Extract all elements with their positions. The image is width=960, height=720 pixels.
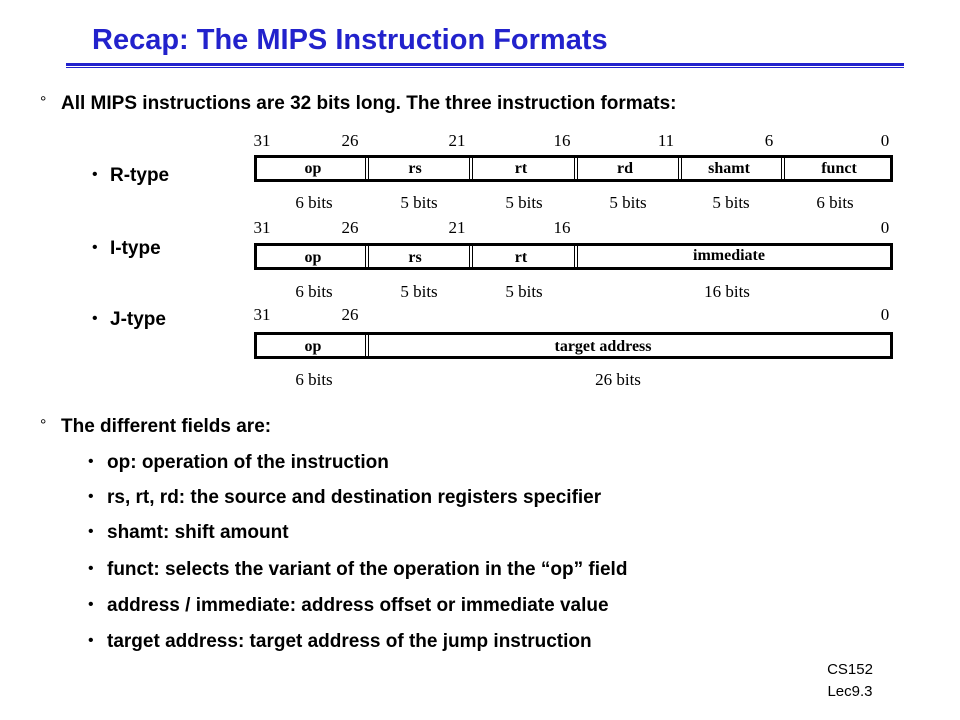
- field-divider: [469, 158, 473, 179]
- field-description: shamt: shift amount: [107, 522, 289, 543]
- field-divider: [469, 246, 473, 267]
- field-label: op: [304, 160, 322, 177]
- bit-number: 31: [253, 218, 271, 237]
- footer-lecture: Lec9.3: [827, 683, 873, 700]
- field-label: rd: [617, 160, 633, 177]
- field-label: target address: [554, 338, 652, 355]
- bit-number: 21: [448, 131, 466, 150]
- bit-number: 26: [341, 305, 359, 324]
- field-width: 6 bits: [295, 282, 333, 301]
- bullet-dot-icon: •: [88, 596, 94, 613]
- field-label: rs: [408, 249, 422, 266]
- bullet-dot-icon: •: [92, 310, 98, 327]
- field-label: shamt: [708, 160, 750, 177]
- field-divider: [365, 246, 369, 267]
- field-width: 26 bits: [595, 370, 641, 389]
- field-label: rs: [408, 160, 422, 177]
- bit-number: 6: [764, 131, 774, 150]
- format-name-j: J-type: [110, 309, 166, 330]
- field-divider: [574, 158, 578, 179]
- bit-number: 31: [253, 305, 271, 324]
- fields-heading: The different fields are:: [61, 416, 272, 437]
- field-divider: [365, 335, 369, 356]
- bit-number: 0: [880, 218, 890, 237]
- bullet-dot-icon: •: [92, 166, 98, 183]
- field-description: op: operation of the instruction: [107, 452, 389, 473]
- field-width: 5 bits: [505, 282, 543, 301]
- field-label: rt: [514, 249, 528, 266]
- field-divider: [781, 158, 785, 179]
- bullet-dot-icon: •: [88, 523, 94, 540]
- bit-number: 11: [657, 131, 675, 150]
- field-label: op: [304, 338, 322, 355]
- field-width: 5 bits: [400, 193, 438, 212]
- bit-number: 26: [341, 218, 359, 237]
- bit-number: 26: [341, 131, 359, 150]
- field-width: 5 bits: [609, 193, 647, 212]
- bullet-dot-icon: •: [88, 488, 94, 505]
- field-divider: [574, 246, 578, 267]
- bit-number: 31: [253, 131, 271, 150]
- format-name-i: I-type: [110, 238, 161, 259]
- bit-number: 21: [448, 218, 466, 237]
- bit-number: 0: [880, 131, 890, 150]
- degree-bullet-icon: °: [40, 94, 47, 111]
- field-description: funct: selects the variant of the operation in the “op” field: [107, 559, 628, 580]
- bit-number: 16: [553, 218, 571, 237]
- field-width: 5 bits: [505, 193, 543, 212]
- field-width: 5 bits: [712, 193, 750, 212]
- field-label: rt: [514, 160, 528, 177]
- title-underline-thin: [66, 67, 904, 68]
- bullet-dot-icon: •: [88, 632, 94, 649]
- bullet-dot-icon: •: [88, 453, 94, 470]
- field-width: 5 bits: [400, 282, 438, 301]
- field-divider: [365, 158, 369, 179]
- bullet-dot-icon: •: [88, 560, 94, 577]
- i-type-instruction-box: [254, 243, 893, 270]
- field-divider: [678, 158, 682, 179]
- field-label: immediate: [693, 247, 765, 264]
- field-description: rs, rt, rd: the source and destination registers specifier: [107, 487, 602, 508]
- field-width: 16 bits: [704, 282, 750, 301]
- slide-title: Recap: The MIPS Instruction Formats: [92, 24, 608, 56]
- intro-text: All MIPS instructions are 32 bits long. The three instruction formats:: [61, 93, 677, 114]
- bullet-dot-icon: •: [92, 239, 98, 256]
- degree-bullet-icon: °: [40, 417, 47, 434]
- field-label: op: [304, 249, 322, 266]
- field-width: 6 bits: [816, 193, 854, 212]
- field-width: 6 bits: [295, 370, 333, 389]
- bit-number: 0: [880, 305, 890, 324]
- field-label: funct: [821, 160, 857, 177]
- footer-course: CS152: [827, 661, 873, 678]
- title-underline: [66, 63, 904, 66]
- format-name-r: R-type: [110, 165, 170, 186]
- field-width: 6 bits: [295, 193, 333, 212]
- r-type-instruction-box: [254, 155, 893, 182]
- j-type-instruction-box: [254, 332, 893, 359]
- field-description: address / immediate: address offset or immediate value: [107, 595, 609, 616]
- bit-number: 16: [553, 131, 571, 150]
- field-description: target address: target address of the jump instruction: [107, 631, 592, 652]
